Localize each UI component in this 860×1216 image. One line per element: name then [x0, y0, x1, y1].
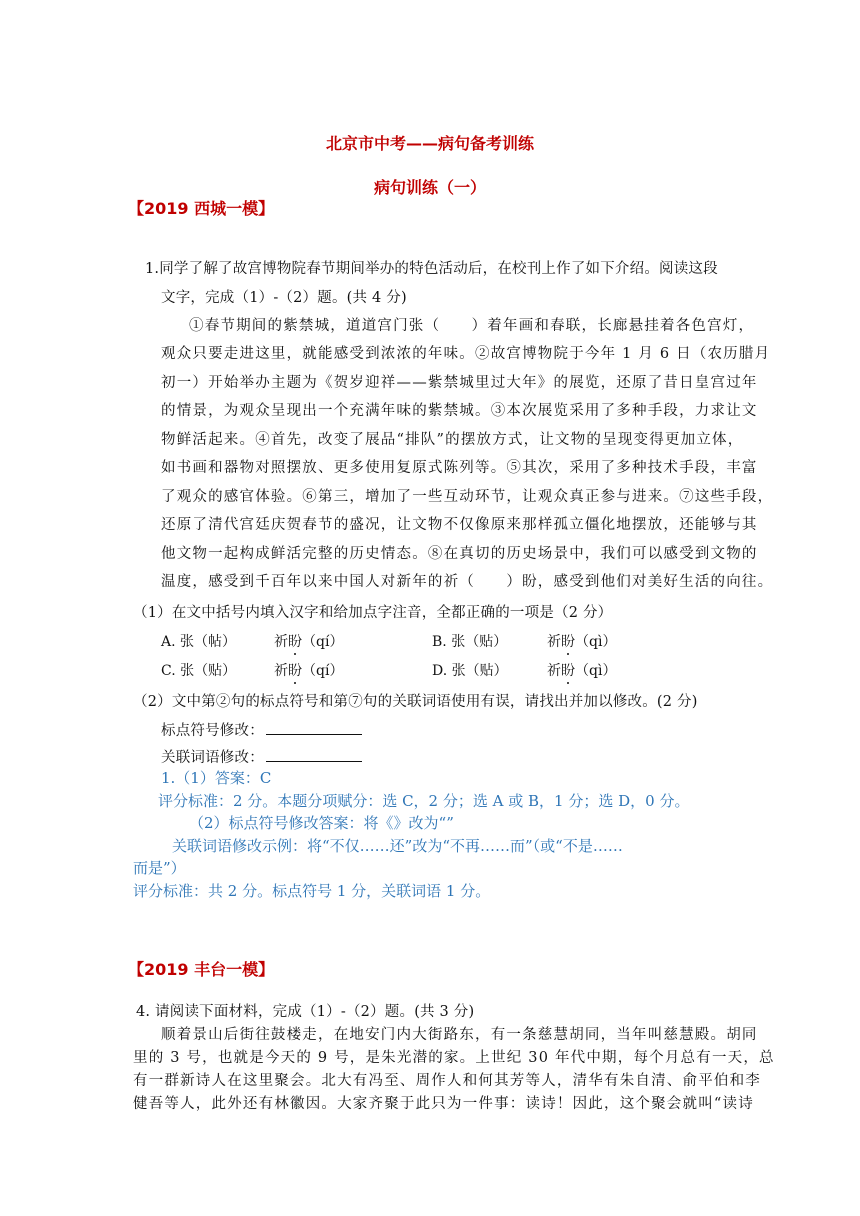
option-c-text: C. 张（贴） — [161, 663, 237, 679]
passage-line: 物鲜活起来。④首先，改变了展品“排队”的摆放方式，让文物的呈现变得更加立体， — [161, 432, 744, 448]
conjunction-answer-blank[interactable] — [266, 747, 362, 762]
question-1-stem-line2: 文字，完成（1）-（2）题。(共 4 分) — [161, 290, 407, 306]
option-d — [432, 660, 508, 680]
dotted-char: 盼 — [288, 634, 302, 650]
option-d-text: D. 张（贴） — [432, 663, 508, 679]
answer-line: 1.（1）答案：C — [161, 769, 272, 787]
answer-line: 评分标准：共 2 分。标点符号 1 分，关联词语 1 分。 — [133, 882, 491, 900]
dotted-char: 盼 — [561, 634, 575, 650]
option-a-pinyin — [274, 631, 343, 651]
dotted-char: 盼 — [561, 663, 575, 679]
passage-line: 健吾等人，此外还有林徽因。大家齐聚于此只为一件事：读诗！因此，这个聚会就叫“读诗 — [133, 1096, 754, 1112]
passage-line: 的情景，为观众呈现出一个充满年味的紫禁城。③本次展览采用了多种手段，力求让文 — [161, 403, 758, 419]
conjunction-fill-label: 关联词语修改： — [161, 750, 264, 766]
option-pinyin: （qí） — [302, 634, 344, 650]
passage-line: ①春节期间的紫禁城，道道宫门张（ ）着年画和春联，长廊悬挂着各色宫灯， — [189, 318, 755, 334]
option-a — [161, 631, 236, 651]
passage-line: 还原了清代宫廷庆贺春节的盛况，让文物不仅像原来那样孤立僵化地摆放，还能够与其 — [161, 517, 758, 533]
passage-line: 了观众的感官体验。⑥第三，增加了一些互动环节，让观众真正参与进来。⑦这些手段， — [161, 489, 774, 505]
passage-line: 温度，感受到千百年以来中国人对新年的祈（ ）盼，感受到他们对美好生活的向往。 — [161, 574, 774, 590]
option-char: 祈 — [274, 634, 288, 650]
option-a-text: A. 张（帖） — [161, 634, 237, 650]
dotted-char: 盼 — [288, 663, 302, 679]
option-pinyin: （qì） — [575, 663, 617, 679]
option-b-text: B. 张（贴） — [432, 634, 508, 650]
passage-line: 他文物一起构成鲜活完整的历史情态。⑧在真切的历史场景中，我们可以感受到文物的 — [161, 546, 758, 562]
sub-question-1: （1）在文中括号内填入汉字和给加点字注音，全都正确的一项是（2 分） — [133, 605, 613, 621]
section-header-xicheng: 【2019 西城一模】 — [128, 199, 275, 218]
sub-question-2: （2）文中第②句的标点符号和第⑦句的关联词语使用有误，请找出并加以修改。(2 分) — [133, 694, 698, 710]
answer-line: 而是”） — [133, 859, 186, 877]
passage-line: 有一群新诗人在这里聚会。北大有冯至、周作人和何其芳等人，清华有朱自清、俞平伯和李 — [133, 1073, 761, 1089]
punctuation-fill-row — [161, 719, 362, 740]
conjunction-fill-row — [161, 746, 362, 767]
option-d-pinyin — [547, 660, 616, 680]
question-4-stem: 4. 请阅读下面材料，完成（1）-（2）题。(共 3 分) — [136, 1004, 475, 1020]
option-pinyin: （qì） — [575, 634, 617, 650]
answer-line: 关联词语修改示例：将“不仅……还”改为“不再……而”（或“不是…… — [172, 837, 623, 855]
option-char: 祈 — [547, 634, 561, 650]
page-title: 北京市中考——病句备考训练 — [325, 134, 534, 153]
passage-line: 里的 3 号，也就是今天的 9 号，是朱光潜的家。上世纪 30 年代中期，每个月总有一天，总 — [133, 1050, 775, 1066]
punctuation-fill-label: 标点符号修改： — [161, 723, 264, 739]
answer-line: （2）标点符号修改答案：将《》改为“” — [189, 814, 454, 832]
passage-line: 初一）开始举办主题为《贺岁迎祥——紫禁城里过大年》的展览，还原了昔日皇宫过年 — [161, 375, 758, 391]
punctuation-answer-blank[interactable] — [266, 720, 362, 735]
answer-line: 评分标准：2 分。本题分项赋分：选 C，2 分；选 A 或 B，1 分；选 D，0 分。 — [158, 792, 690, 810]
passage-line: 观众只要走进这里，就能感受到浓浓的年味。②故宫博物院于今年 1 月 6 日（农历腊月 — [161, 346, 771, 362]
option-pinyin: （qí） — [302, 663, 344, 679]
option-b-pinyin — [547, 631, 616, 651]
option-b — [432, 631, 507, 651]
option-char: 祈 — [547, 663, 561, 679]
passage-line: 顺着景山后街往鼓楼走，在地安门内大街路东，有一条慈慧胡同，当年叫慈慧殿。胡同 — [161, 1027, 758, 1043]
option-char: 祈 — [274, 663, 288, 679]
page-subtitle: 病句训练（一） — [373, 178, 486, 197]
question-1-stem-line1: 1.同学了解了故宫博物院春节期间举办的特色活动后，在校刊上作了如下介绍。阅读这段 — [145, 261, 718, 277]
option-c — [161, 660, 236, 680]
section-header-fengtai: 【2019 丰台一模】 — [128, 960, 275, 979]
passage-line: 如书画和器物对照摆放、更多使用复原式陈列等。⑤其次，采用了多种技术手段，丰富 — [161, 460, 758, 476]
option-c-pinyin — [274, 660, 343, 680]
